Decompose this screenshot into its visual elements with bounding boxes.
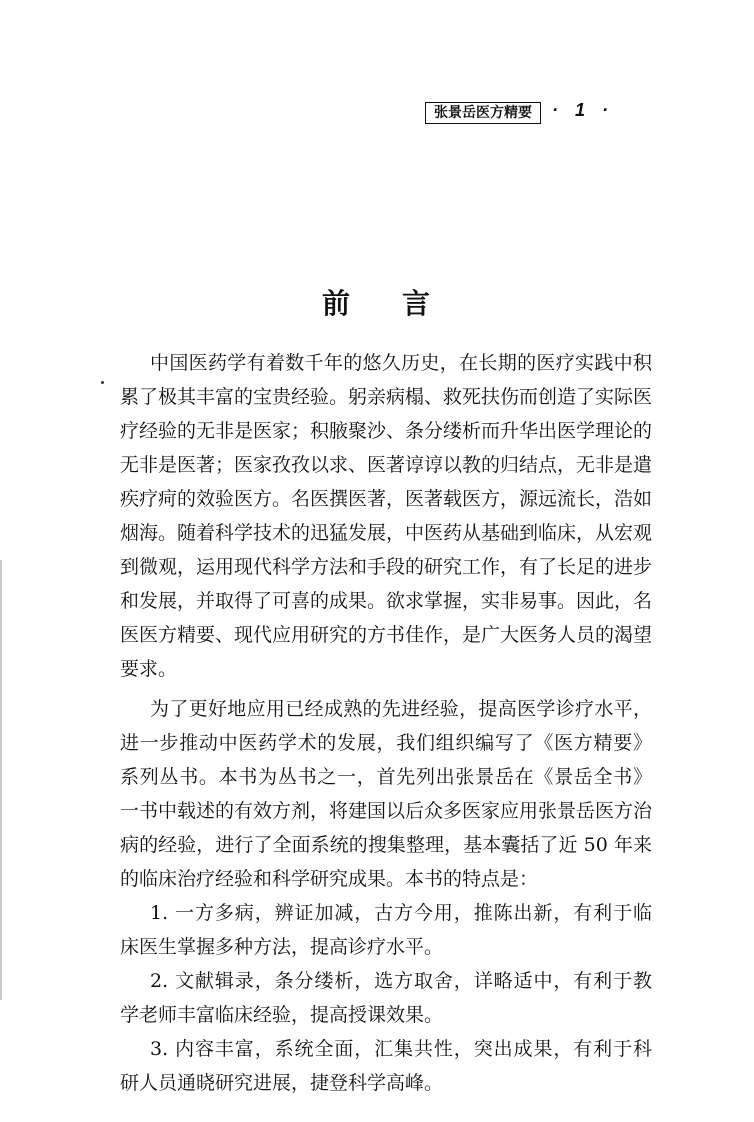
text-line: 1. 一方多病，辨证加减，古方今用，推陈出新，有利于临 bbox=[150, 902, 652, 924]
text-line: 烟海。随着科学技术的迅猛发展，中医药从基础到临床，从宏观 bbox=[120, 522, 652, 544]
text-line: 学老师丰富临床经验，提高授课效果。 bbox=[120, 1004, 444, 1026]
scan-mark bbox=[101, 381, 104, 384]
text-line: 和发展，并取得了可喜的成果。欲求掌握，实非易事。因此，名 bbox=[120, 590, 652, 612]
text-line: 为了更好地应用已经成熟的先进经验，提高医学诊疗水平， bbox=[150, 698, 652, 720]
page-number: · 1 · bbox=[552, 100, 615, 120]
page-edge-shadow bbox=[0, 560, 2, 1000]
text-line: 3. 内容丰富，系统全面，汇集共性，突出成果，有利于科 bbox=[150, 1038, 652, 1060]
text-line: 到微观，运用现代科学方法和手段的研究工作，有了长足的进步 bbox=[120, 556, 652, 578]
text-line: 进一步推动中医药学术的发展，我们组织编写了《医方精要》 bbox=[120, 732, 652, 754]
text-line: 要求。 bbox=[120, 658, 178, 680]
text-line: 的临床治疗经验和科学研究成果。本书的特点是： bbox=[120, 868, 539, 890]
section-title-char-1: 前 bbox=[322, 287, 351, 320]
text-line: 医医方精要、现代应用研究的方书佳作，是广大医务人员的渴望 bbox=[120, 624, 652, 646]
text-line: 疗经验的无非是医家；积腋聚沙、条分缕析而升华出医学理论的 bbox=[120, 420, 652, 442]
text-line: 疾疗疴的效验医方。名医撰医著，医著载医方，源远流长，浩如 bbox=[120, 488, 652, 510]
text-line: 系列丛书。本书为丛书之一，首先列出张景岳在《景岳全书》 bbox=[120, 766, 652, 788]
text-line: 床医生掌握多种方法，提高诊疗水平。 bbox=[120, 936, 444, 958]
text-line: 累了极其丰富的宝贵经验。躬亲病榻、救死扶伤而创造了实际医 bbox=[120, 386, 652, 408]
text-line: 研人员通晓研究进展，捷登科学高峰。 bbox=[120, 1072, 444, 1094]
running-header-book-title: 张景岳医方精要 bbox=[425, 102, 541, 124]
text-line: 2. 文献辑录，条分缕析，选方取舍，详略适中，有利于教 bbox=[150, 970, 652, 992]
text-line: 病的经验，进行了全面系统的搜集整理，基本囊括了近 50 年来 bbox=[120, 834, 652, 856]
section-title-char-2: 言 bbox=[402, 287, 431, 320]
text-line: 无非是医著；医家孜孜以求、医著谆谆以教的归结点，无非是遣 bbox=[120, 454, 652, 476]
text-line: 一书中载述的有效方剂，将建国以后众多医家应用张景岳医方治 bbox=[120, 800, 652, 822]
text-line: 中国医药学有着数千年的悠久历史，在长期的医疗实践中积 bbox=[150, 352, 652, 374]
